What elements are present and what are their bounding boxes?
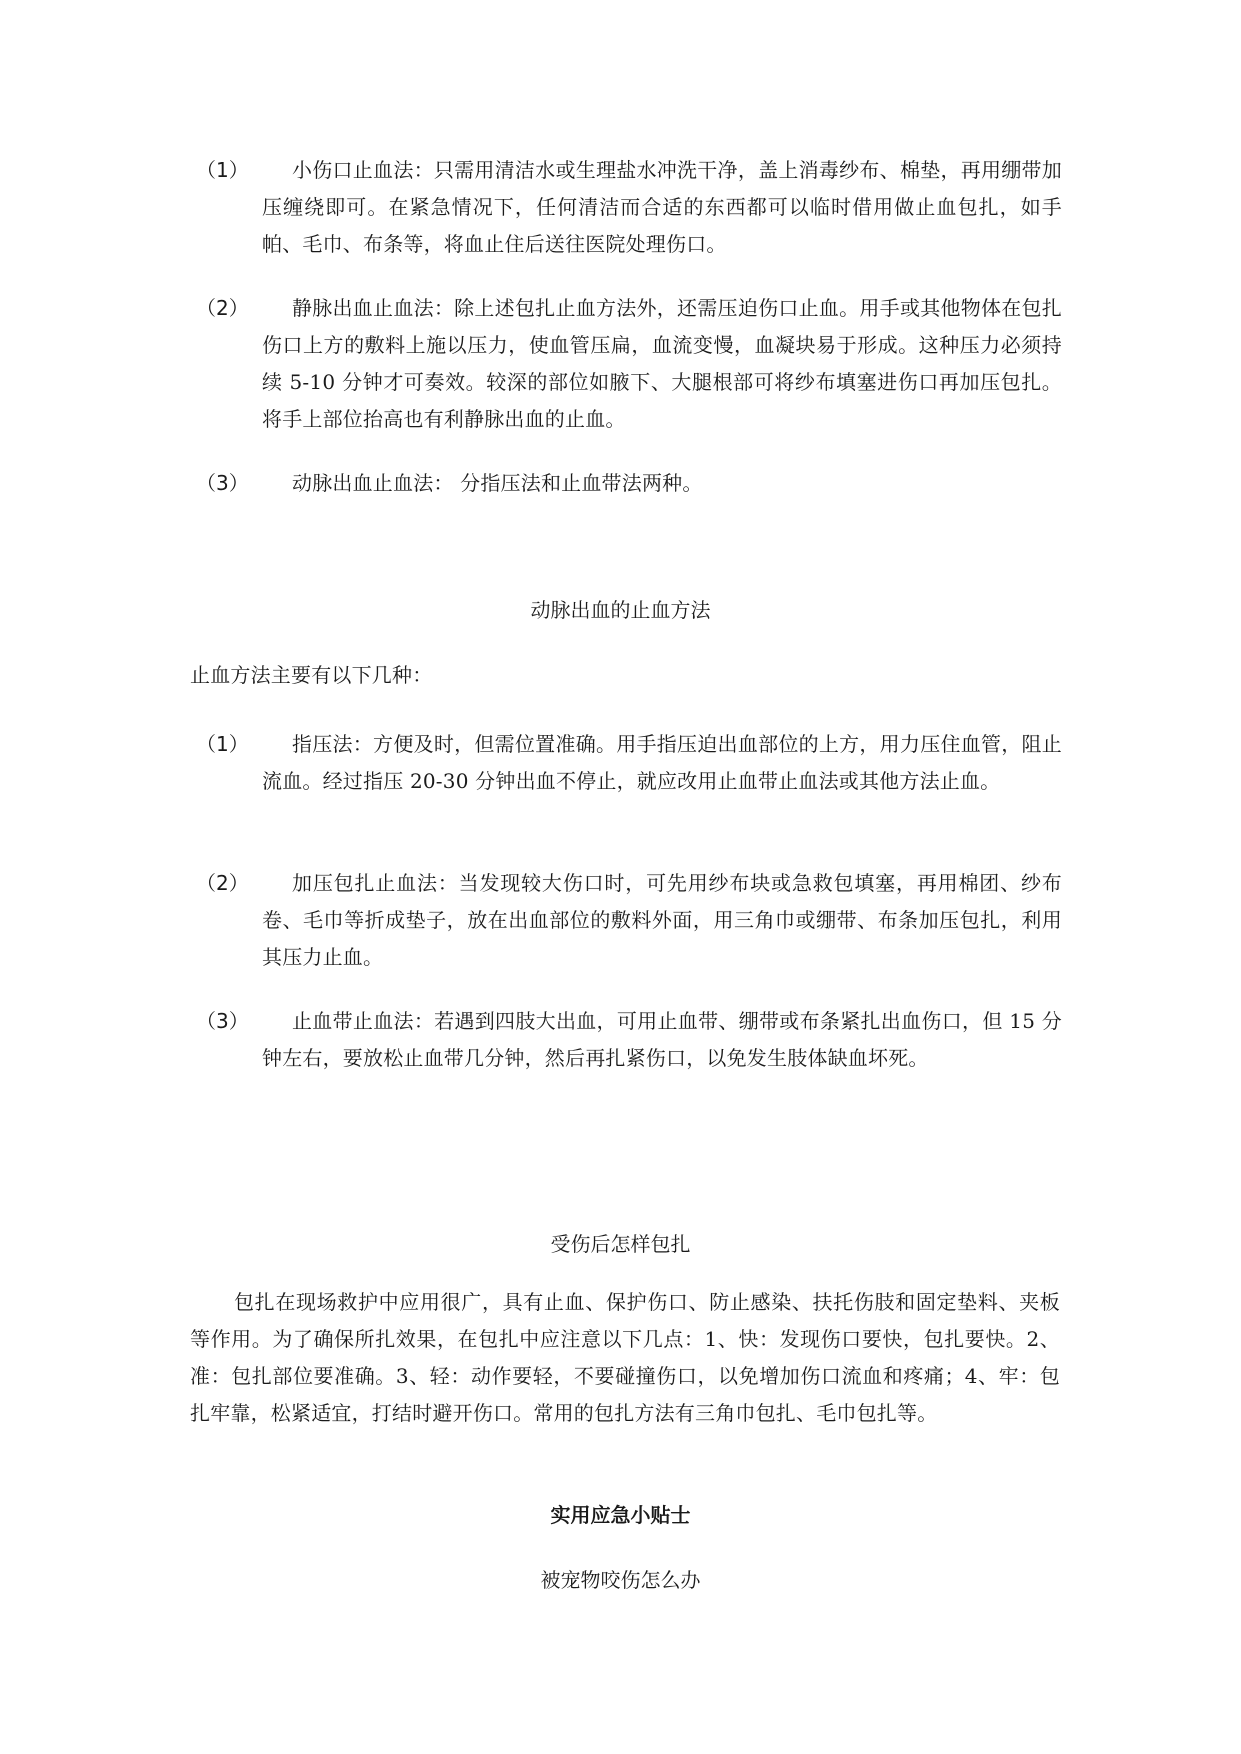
section-title: 受伤后怎样包扎: [550, 1232, 691, 1256]
section-title: 动脉出血的止血方法: [530, 598, 711, 622]
list-item: [196, 152, 1076, 263]
item-number: （1）: [196, 158, 249, 182]
list-item: [196, 865, 1076, 976]
section-subtitle: 被宠物咬伤怎么办: [540, 1568, 701, 1592]
list-item: [196, 726, 1076, 800]
item-text: 动脉出血止血法： 分指压法和止血带法两种。: [292, 471, 703, 495]
section-title: 实用应急小贴士: [550, 1503, 691, 1527]
item-text: 止血带止血法：若遇到四肢大出血，可用止血带、绷带或布条紧扎出血伤口，但 15 分钟左右，要放松止血带几分钟，然后再扎紧伤口，以免发生肢体缺血坏死。: [262, 1009, 1062, 1070]
item-text: 指压法：方便及时，但需位置准确。用手指压迫出血部位的上方，用力压住血管，阻止流血。经过指压 20-30 分钟出血不停止，就应改用止血带止血法或其他方法止血。: [262, 732, 1062, 793]
item-number: （2）: [196, 296, 249, 320]
body-paragraph: 包扎在现场救护中应用很广，具有止血、保护伤口、防止感染、扶托伤肢和固定垫料、夹板等作用。为了确保所扎效果，在包扎中应注意以下几点：1、快：发现伤口要快，包扎要快。2、准：包扎部位要准确。3、轻：动作要轻，不要碰撞伤口，以免增加伤口流血和疼痛；4、牢：包扎牢靠，松紧适宜，打结时避开伤口。常用的包扎方法有三角巾包扎、毛巾包扎等。: [190, 1290, 1060, 1425]
item-number: （1）: [196, 732, 249, 756]
item-text: 加压包扎止血法：当发现较大伤口时，可先用纱布块或急救包填塞，再用棉团、纱布卷、毛巾等折成垫子，放在出血部位的敷料外面，用三角巾或绷带、布条加压包扎，利用其压力止血。: [262, 871, 1062, 969]
intro-paragraph: 止血方法主要有以下几种：: [190, 663, 433, 687]
item-text: 静脉出血止血法：除上述包扎止血方法外，还需压迫伤口止血。用手或其他物体在包扎伤口上方的敷料上施以压力，使血管压扁，血流变慢，血凝块易于形成。这种压力必须持续 5-10 分钟才可奏效。较深的部位如腋下、大腿根部可将纱布填塞进伤口再加压包扎。将手上部位抬高也有利静脉出血的止血。: [262, 296, 1062, 431]
list-item: [196, 465, 1076, 502]
list-item: [196, 290, 1076, 438]
list-item: [196, 1003, 1076, 1077]
item-number: （2）: [196, 871, 249, 895]
item-text: 小伤口止血法：只需用清洁水或生理盐水冲洗干净，盖上消毒纱布、棉垫，再用绷带加压缠绕即可。在紧急情况下，任何清洁而合适的东西都可以临时借用做止血包扎，如手帕、毛巾、布条等，将血止住后送往医院处理伤口。: [262, 158, 1062, 256]
item-number: （3）: [196, 471, 249, 495]
item-number: （3）: [196, 1009, 249, 1033]
